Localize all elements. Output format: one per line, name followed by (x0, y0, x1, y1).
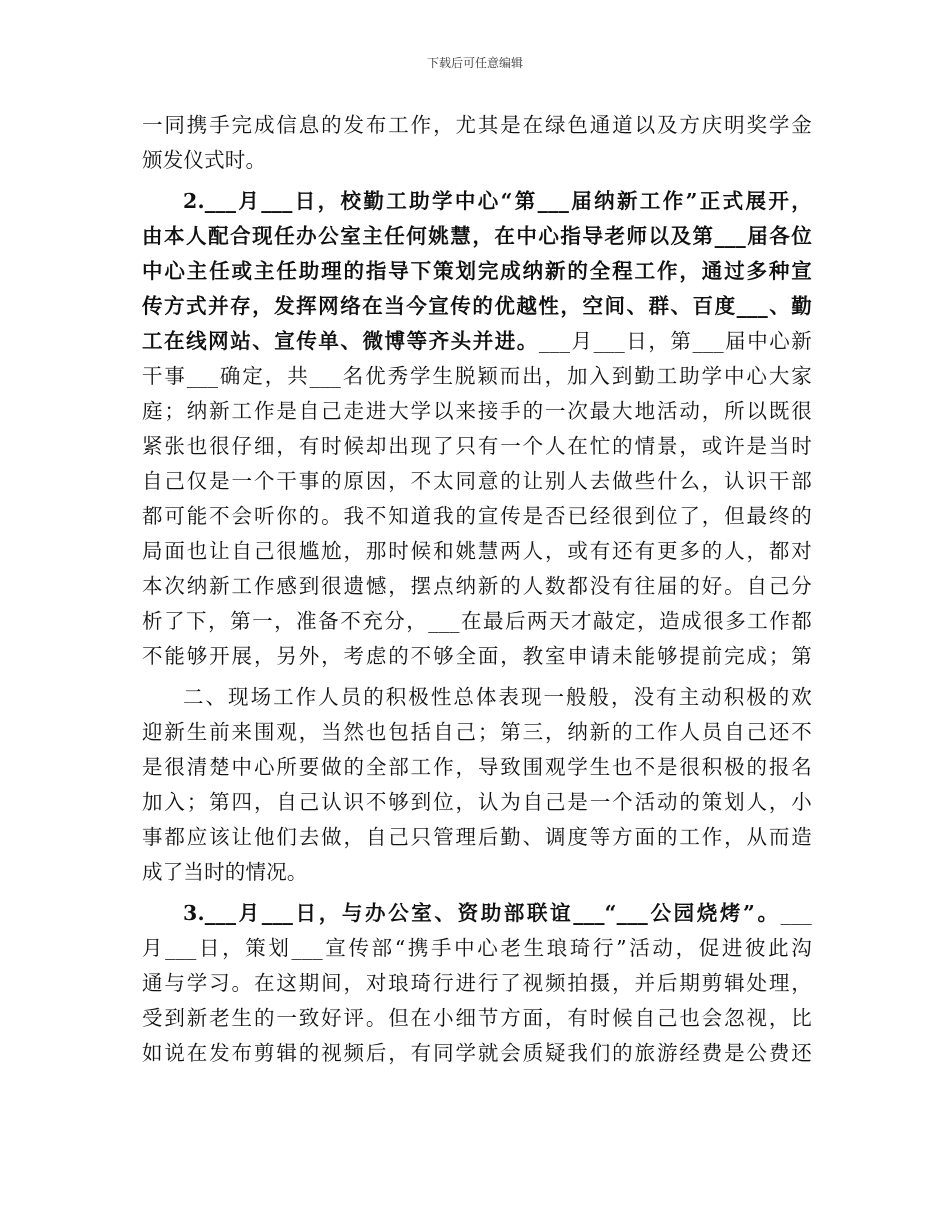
text-line: 通与学习。在这期间，对琅琦行进行了视频拍摄，并后期剪辑处理， (142, 971, 812, 995)
text-line: 本次纳新工作感到很遗憾，摆点纳新的人数都没有往届的好。自己分 (142, 574, 812, 598)
text-line: 迎新生前来围观，当然也包括自己；第三，纳新的工作人员自己还不 (142, 720, 812, 744)
text-line: 事都应该让他们去做，自己只管理后勤、调度等方面的工作，从而造 (142, 825, 812, 849)
text-line: 由本人配合现任办公室主任何姚慧，在中心指导老师以及第___届各位 (142, 224, 812, 248)
text-line: 如说在发布剪辑的视频后，有同学就会质疑我们的旅游经费是公费还 (142, 1041, 812, 1065)
paragraph (142, 896, 812, 1071)
text-line: 庭；纳新工作是自己走进大学以来接手的一次最大地活动，所以既很 (142, 399, 812, 423)
text-line: 二、现场工作人员的积极性总体表现一般般，没有主动积极的欢 (183, 685, 812, 709)
document-body (142, 108, 812, 1071)
text-line: 工在线网站、宣传单、微博等齐头并进。___月___日，第___届中心新 (142, 329, 812, 353)
text-line: 月___日，策划___宣传部“携手中心老生琅琦行”活动，促进彼此沟 (142, 936, 812, 960)
text-line: 加入；第四，自己认识不够到位，认为自己是一个活动的策划人，小 (142, 790, 812, 814)
text-line: 3.___月___日，与办公室、资助部联谊___“___公园烧烤”。___ (183, 901, 812, 925)
text-line: 不能够开展，另外，考虑的不够全面，教室申请未能够提前完成；第 (142, 644, 812, 668)
text-line: 局面也让自己很尴尬，那时候和姚慧两人，或有还有更多的人，都对 (142, 539, 812, 563)
paragraph (142, 108, 812, 178)
text-line: 中心主任或主任助理的指导下策划完成纳新的全程工作，通过多种宣 (142, 259, 812, 283)
text-line: 干事___确定，共___名优秀学生脱颖而出，加入到勤工助学中心大家 (142, 364, 812, 388)
text-line: 受到新老生的一致好评。但在小细节方面，有时候自己也会忽视，比 (142, 1006, 812, 1030)
text-line: 成了当时的情况。 (142, 860, 308, 884)
text-line: 析了下，第一，准备不充分，___在最后两天才敲定，造成很多工作都 (142, 609, 812, 633)
text-line: 自己仅是一个干事的原因，不太同意的让别人去做些什么，认识干部 (142, 469, 812, 493)
text-line: 传方式并存，发挥网络在当今宣传的优越性，空间、群、百度___、勤 (142, 294, 812, 318)
text-line: 2.___月___日，校勤工助学中心“第___届纳新工作”正式展开， (183, 189, 812, 213)
paragraph (142, 680, 812, 890)
text-line: 紧张也很仔细，有时候却出现了只有一个人在忙的情景，或许是当时 (142, 434, 812, 458)
text-line: 是很清楚中心所要做的全部工作，导致围观学生也不是很积极的报名 (142, 755, 812, 779)
text-line: 颁发仪式时。 (142, 148, 267, 172)
paragraph (142, 184, 812, 674)
text-line: 都可能不会听你的。我不知道我的宣传是否已经很到位了，但最终的 (142, 504, 812, 528)
text-line: 一同携手完成信息的发布工作，尤其是在绿色通道以及方庆明奖学金 (142, 113, 812, 137)
page-header: 下载后可任意编辑 (426, 56, 523, 70)
